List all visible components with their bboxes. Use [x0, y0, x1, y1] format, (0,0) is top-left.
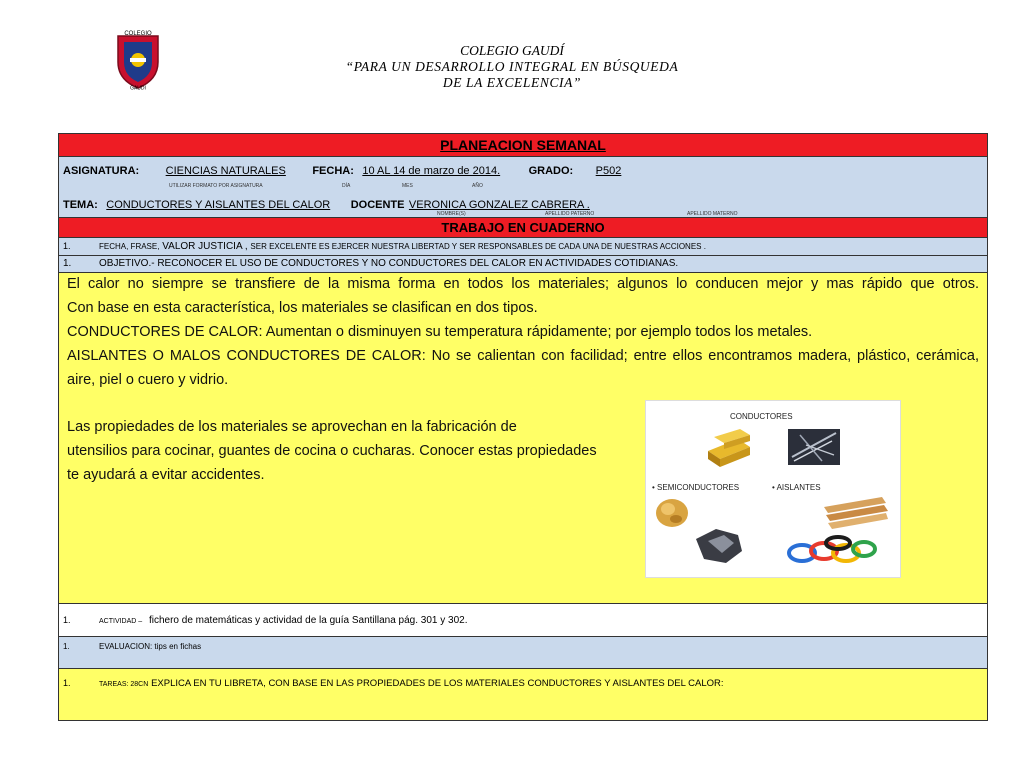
grado-label: GRADO	[528, 165, 570, 177]
banner-trabajo	[59, 218, 987, 238]
hint-nombre: NOMBRE(S)	[437, 211, 466, 217]
hint-paterno: APELLIDO PATERNO	[545, 211, 595, 217]
fecha-text: VALOR JUSTICIA ,	[162, 241, 248, 252]
weekly-plan-table	[58, 133, 988, 721]
info-line1: ASIGNATURA: CIENCIAS NATURALES FECHA: 10 AL 14 de marzo de 2014. GRADO: P502	[63, 161, 643, 179]
objetivo-row	[59, 256, 987, 273]
evaluacion-text: EVALUACION: tips en fichas	[99, 642, 202, 651]
actividad-num: 1.	[63, 615, 71, 625]
fecha-value: 10 AL 14 de marzo de 2014.	[362, 165, 501, 177]
metal-rods-icon	[788, 429, 840, 465]
image-label-semiconductores: • SEMICONDUCTORES	[652, 483, 740, 492]
actividad-prefix: ACTIVIDAD –	[99, 618, 143, 625]
tareas-num: 1.	[63, 678, 71, 688]
info-line2: TEMA: CONDUCTORES Y AISLANTES DEL CALOR DOCENTE VERONICA GONZALEZ CABRERA .	[63, 199, 590, 211]
content-p1-line1: El calor no siempre se transfiere de la misma forma en todos los materiales; algunos lo conducen mejor y mas rápido que otros.	[67, 276, 979, 292]
content-p4-line2: utensilios para cocinar, guantes de cocina o cucharas. Conocer estas propiedades	[67, 443, 597, 459]
tema-value: CONDUCTORES Y AISLANTES DEL CALOR	[106, 199, 331, 211]
plastic-rings-icon	[789, 537, 875, 561]
section-title: TRABAJO EN CUADERNO	[441, 220, 605, 235]
school-name: COLEGIO GAUDÍ	[460, 43, 564, 58]
fecha-suffix: SER EXCELENTE ES EJERCER NUESTRA LIBERTAD Y SER RESPONSABLES DE CADA UNA DE NUESTRAS ACCIONES .	[250, 242, 706, 251]
objetivo-num: 1.	[63, 258, 72, 269]
svg-text:GAUDI: GAUDI	[130, 85, 146, 90]
hint-materno: APELLIDO MATERNO	[687, 211, 738, 217]
wood-planks-icon	[824, 497, 888, 529]
evaluacion-num: 1.	[63, 642, 70, 651]
content-block	[59, 273, 987, 604]
tareas-row	[59, 669, 987, 720]
fecha-frase-row	[59, 238, 987, 256]
content-p3-line2: aire, piel o cuero y vidrio.	[67, 372, 229, 388]
fecha-num: 1.	[63, 241, 71, 251]
objetivo-text: OBJETIVO.- RECONOCER EL USO DE CONDUCTORES Y NO CONDUCTORES DEL CALOR EN ACTIVIDADES COTIDIANAS.	[99, 258, 679, 269]
school-motto-line2: DE LA EXCELENCIA”	[442, 75, 582, 90]
docente-value: VERONICA GONZALEZ CABRERA .	[408, 199, 590, 211]
evaluacion-row	[59, 637, 987, 669]
silicon-rock-icon	[696, 529, 742, 563]
asignatura-label: ASIGNATURA	[63, 165, 136, 177]
gold-bars-icon	[708, 429, 750, 467]
banner-planeacion	[59, 134, 987, 157]
image-label-conductores: CONDUCTORES	[730, 412, 793, 421]
info-block	[59, 157, 987, 218]
page-header	[0, 0, 1024, 130]
materials-image	[645, 400, 901, 578]
fecha-prefix: FECHA, FRASE,	[99, 242, 160, 251]
hint-mes: MES	[402, 183, 413, 189]
content-p4-line1: Las propiedades de los materiales se aprovechan en la fabricación de	[67, 419, 517, 435]
grado-value: P502	[595, 165, 622, 177]
docente-label: DOCENTE	[350, 199, 405, 211]
school-motto-line1: “PARA UN DESARROLLO INTEGRAL EN BÚSQUEDA	[345, 59, 679, 74]
content-p4-line3: te ayudará a evitar accidentes.	[67, 467, 265, 483]
tareas-text: EXPLICA EN TU LIBRETA, CON BASE EN LAS PROPIEDADES DE LOS MATERIALES CONDUCTORES Y AISLANTES DEL CALOR:	[151, 678, 724, 689]
actividad-text: fichero de matemáticas y actividad de la guía Santillana pág. 301 y 302.	[148, 615, 468, 626]
actividad-row	[59, 604, 987, 637]
content-p1-line2: Con base en esta característica, los materiales se clasifican en dos tipos.	[67, 300, 538, 316]
content-p2: CONDUCTORES DE CALOR: Aumentan o disminuyen su temperatura rápidamente; por ejemplo todos los metales.	[67, 324, 813, 340]
svg-text:COLEGIO: COLEGIO	[124, 31, 152, 37]
banner-title: PLANEACION SEMANAL	[440, 137, 606, 153]
content-p3-line1: AISLANTES O MALOS CONDUCTORES DE CALOR: No se calientan con facilidad; entre ellos encontramos madera, plástico, cerámica,	[67, 348, 979, 364]
hint-formato: UTILIZAR FORMATO POR ASIGNATURA	[169, 183, 263, 189]
fecha-label: FECHA	[312, 165, 351, 177]
sulfur-rock-icon	[656, 499, 688, 527]
tareas-prefix: TAREAS: 28CN	[99, 681, 149, 688]
hint-anio: AÑO	[472, 183, 483, 189]
tema-label: TEMA	[63, 199, 95, 211]
hint-dia: DÍA	[342, 183, 351, 189]
asignatura-value: CIENCIAS NATURALES	[165, 165, 286, 177]
image-label-aislantes: • AISLANTES	[772, 483, 821, 492]
